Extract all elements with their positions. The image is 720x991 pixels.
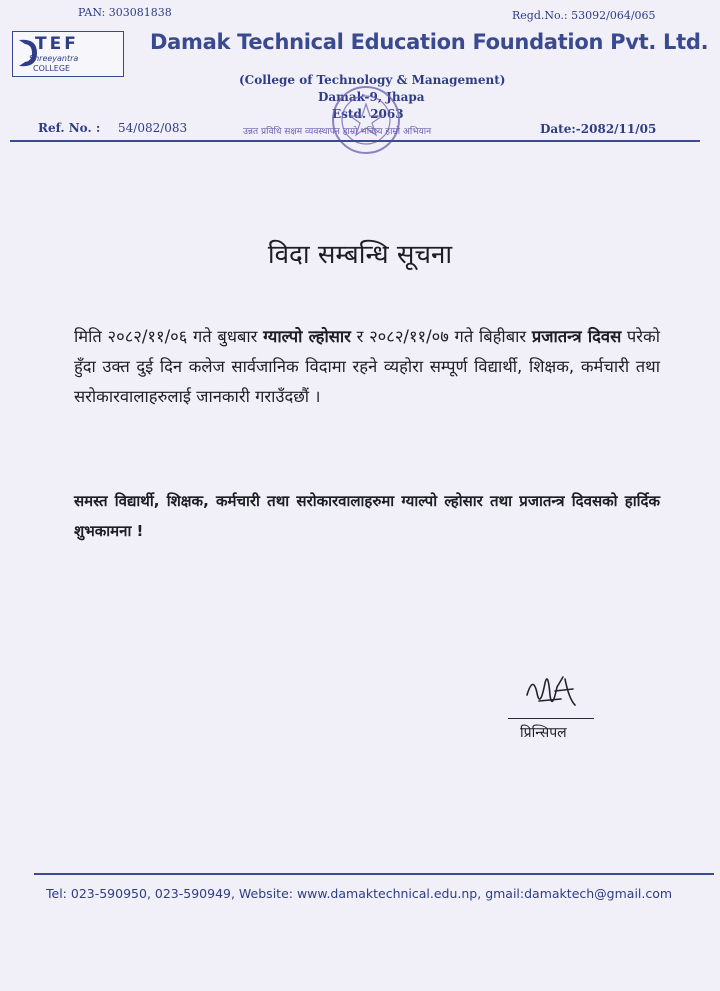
notice-body-end: परेको हुँदा उक्त दुई दिन कलेज सार्वजानिक विदामा रहने व्यहोरा सम्पूर्ण विद्यार्थी, शिक्षक, कर्मचारी तथा सरोकारवालाहरुलाई जानकारी गराउँदछौं । [74,327,660,406]
office-stamp-icon [330,84,402,156]
slogan: उन्नत प्रविधि सक्षम व्यवस्थापन हाम्रो भविष्य हाम्रो अभियान [243,127,432,137]
company-address: Damak-9, Jhapa [318,90,425,104]
reference-label: Ref. No. : [38,121,101,135]
signature-line [508,718,594,719]
notice-title: विदा सम्बन्धि सूचना [267,240,453,270]
notice-body-middle: र २०८२/११/०७ गते बिहीबार [350,327,532,346]
logo-college-label: COLLEGE [33,64,71,73]
college-name: (College of Technology & Management) [239,73,506,87]
pan-number: PAN: 303081838 [78,6,172,19]
notice-body-start: मिति २०८२/११/०६ गते बुधबार [74,327,264,346]
header-divider [10,140,700,142]
company-name: Damak Technical Education Foundation Pvt. Ltd. [150,30,709,54]
notice-body [74,322,660,412]
signatory-title: प्रिन्सिपल [520,725,567,741]
footer-contact: Tel: 023-590950, 023-590949, Website: www.damaktechnical.edu.np, gmail:damaktech@gmail.com [46,886,673,901]
registration-number: Regd.No.: 53092/064/065 [512,9,656,22]
notice-body-highlight-democracy-day: प्रजातन्त्र दिवस [531,327,622,346]
established-year: Estd. 2063 [332,107,404,121]
letter-date: Date:-2082/11/05 [540,122,657,136]
greeting-message: समस्त विद्यार्थी, शिक्षक, कर्मचारी तथा सरोकारवालाहरुमा ग्याल्पो ल्होसार तथा प्रजातन्त्र दिवसको हार्दिक शुभकामना ! [74,492,660,540]
principal-signature-icon [515,665,585,717]
college-logo [12,31,124,77]
footer-divider [34,873,714,875]
notice-body-highlight-lhosar: ग्याल्पो ल्होसार [263,327,351,346]
logo-subtitle: Shreeyantra [29,54,79,63]
logo-wordmark: TEF [35,34,79,54]
reference-number: 54/082/083 [118,121,188,135]
